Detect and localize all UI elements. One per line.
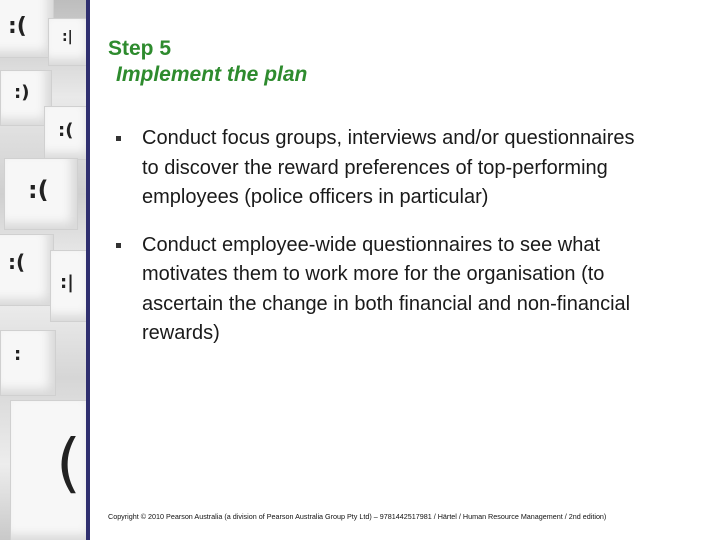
neutral-face-icon: :| — [62, 29, 73, 45]
list-item — [116, 124, 636, 213]
frown-face-icon: :( — [28, 176, 49, 204]
bullet-list — [116, 124, 636, 367]
neutral-face-icon: :| — [60, 272, 74, 293]
bullet-square-icon — [116, 136, 121, 141]
frown-face-icon: ( — [56, 427, 81, 501]
bullet-text: Conduct focus groups, interviews and/or questionnaires to discover the reward preferences of top-performing employees (police officers in particular) — [142, 127, 635, 208]
smile-face-icon: :) — [14, 82, 30, 103]
smiley-cubes-photo — [0, 0, 88, 540]
frown-face-icon: :( — [58, 120, 74, 141]
slide-title: Implement the plan — [116, 63, 308, 86]
frown-face-icon: :( — [8, 250, 26, 274]
list-item — [116, 231, 636, 349]
step-label: Step 5 — [108, 37, 172, 60]
slide-heading — [108, 36, 307, 88]
bullet-text: Conduct employee-wide questionnaires to see what motivates them to work more for the organisation (to ascertain the change in both financial and non-financial rewards) — [142, 233, 631, 344]
neutral-face-icon: : — [14, 344, 22, 365]
copyright-footer: Copyright © 2010 Pearson Australia (a division of Pearson Australia Group Pty Ltd) – 9781442517981 / Härtel / Human Resource Management / 2nd edition) — [108, 512, 607, 521]
frown-face-icon: :( — [8, 14, 27, 39]
cube — [0, 330, 56, 396]
vertical-divider — [86, 0, 90, 540]
bullet-square-icon — [116, 243, 121, 248]
